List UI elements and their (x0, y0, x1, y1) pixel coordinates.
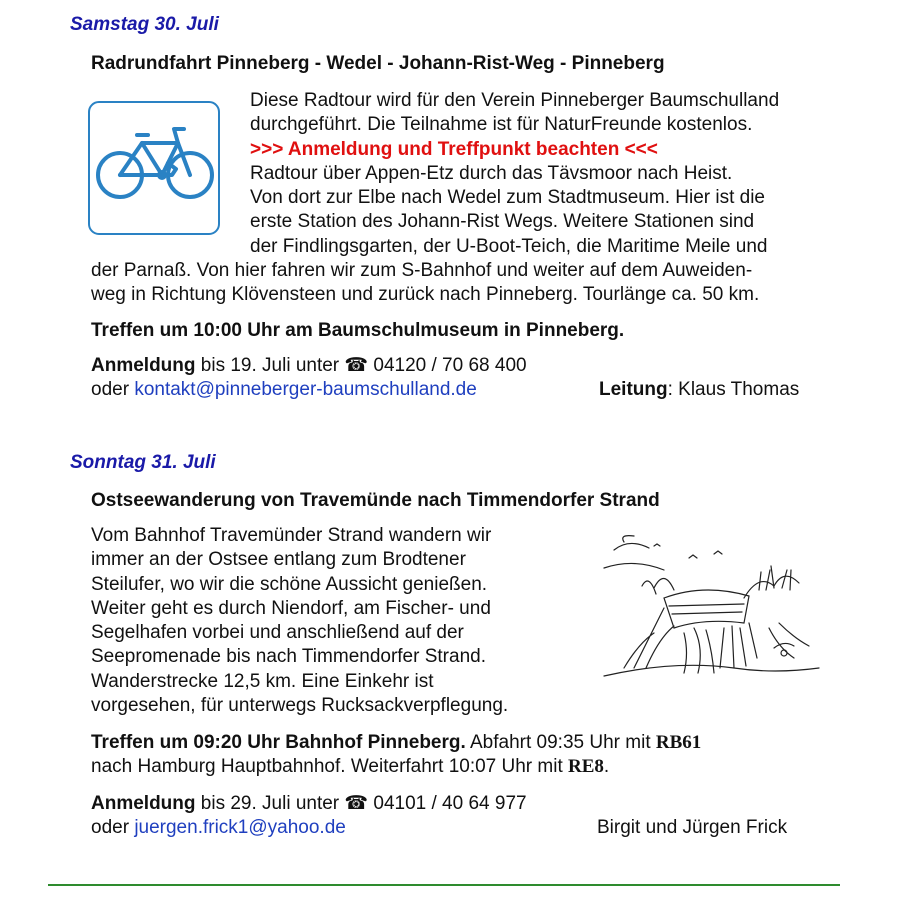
train-re8: RE8 (568, 756, 604, 777)
highlight-notice: >>> Anmeldung und Treffpunkt beachten <<< (250, 138, 658, 160)
phone-number[interactable]: 04101 / 40 64 977 (373, 793, 527, 814)
text-line: Von dort zur Elbe nach Wedel zum Stadtmuseum. Hier ist die (250, 187, 766, 209)
meeting-rest: Abfahrt 09:35 Uhr mit (465, 732, 656, 753)
event2-title: Ostseewanderung von Travemünde nach Timmendorfer Strand (91, 490, 660, 511)
text-line: erste Station des Johann-Rist Wegs. Weitere Stationen sind (250, 211, 755, 233)
phone-number[interactable]: 04120 / 70 68 400 (373, 355, 527, 376)
text-line: vorgesehen, für unterwegs Rucksackverpflegung. (91, 695, 509, 717)
text-line: Segelhafen vorbei und anschließend auf der (91, 622, 464, 644)
leader-name: : Klaus Thomas (667, 379, 800, 400)
event2-desc (91, 524, 508, 718)
leader-label: Leitung (599, 379, 668, 400)
phone-icon: ☎ (344, 793, 369, 814)
text-line: Diese Radtour wird für den Verein Pinneberger Baumschulland (250, 90, 780, 111)
oder-text: oder (91, 817, 135, 838)
registration-text: bis 29. Juli unter (195, 793, 345, 814)
text-line: immer an der Ostsee entlang zum Brodtener (91, 549, 466, 571)
meeting-bold: Treffen um 09:20 Uhr Bahnhof Pinneberg. (91, 732, 466, 753)
registration-label: Anmeldung (91, 355, 196, 376)
event1-registration (91, 354, 527, 378)
bicycle-sign (88, 101, 220, 235)
registration-text: bis 19. Juli unter (195, 355, 345, 376)
registration-label: Anmeldung (91, 793, 196, 814)
text-line: der Findlingsgarten, der U-Boot-Teich, die Maritime Meile und (250, 235, 768, 257)
event1-desc-bottom (91, 259, 759, 308)
event2-leader: Birgit und Jürgen Frick (597, 817, 788, 838)
coast-sketch-icon (594, 528, 824, 678)
train-rb61: RB61 (655, 732, 702, 753)
text-line: Steilufer, wo wir die schöne Aussicht genießen. (91, 573, 488, 595)
event1-meeting: Treffen um 10:00 Uhr am Baumschulmuseum in Pinneberg. (91, 320, 625, 341)
oder-text: oder (91, 379, 135, 400)
text-line: weg in Richtung Klövensteen und zurück nach Pinneberg. Tourlänge ca. 50 km. (91, 284, 760, 306)
text-line: Radtour über Appen-Etz durch das Tävsmoor nach Heist. (250, 162, 733, 184)
event2-contact (91, 816, 346, 840)
event1-desc-top (250, 89, 779, 259)
text-line: Vom Bahnhof Travemünder Strand wandern wir (91, 525, 492, 546)
text-line: der Parnaß. Von hier fahren wir zum S-Bahnhof und weiter auf dem Auweiden- (91, 260, 753, 281)
event2-date: Sonntag 31. Juli (70, 452, 216, 473)
bicycle-icon (90, 103, 218, 233)
text-line: Weiter geht es durch Niendorf, am Fischer- und (91, 597, 491, 619)
event1-contact (91, 378, 477, 402)
event1-date: Samstag 30. Juli (70, 14, 219, 35)
email-link[interactable]: juergen.frick1@yahoo.de (134, 817, 346, 838)
event1-title: Radrundfahrt Pinneberg - Wedel - Johann-Rist-Weg - Pinneberg (91, 53, 665, 74)
event2-registration (91, 792, 527, 816)
coast-sketch-image (594, 528, 824, 683)
phone-icon: ☎ (344, 355, 369, 376)
event2-meeting (91, 731, 701, 755)
period-text: . (603, 756, 610, 777)
email-link[interactable]: kontakt@pinneberger-baumschulland.de (134, 379, 477, 400)
text-line: Seepromenade bis nach Timmendorfer Strand. (91, 646, 486, 668)
event2-meeting-line2 (91, 755, 609, 779)
event1-leader (599, 378, 799, 402)
divider-line (48, 884, 840, 886)
meeting-line2-text: nach Hamburg Hauptbahnhof. Weiterfahrt 10:07 Uhr mit (91, 756, 569, 777)
text-line: durchgeführt. Die Teilnahme ist für NaturFreunde kostenlos. (250, 114, 753, 136)
text-line: Wanderstrecke 12,5 km. Eine Einkehr ist (91, 670, 434, 692)
